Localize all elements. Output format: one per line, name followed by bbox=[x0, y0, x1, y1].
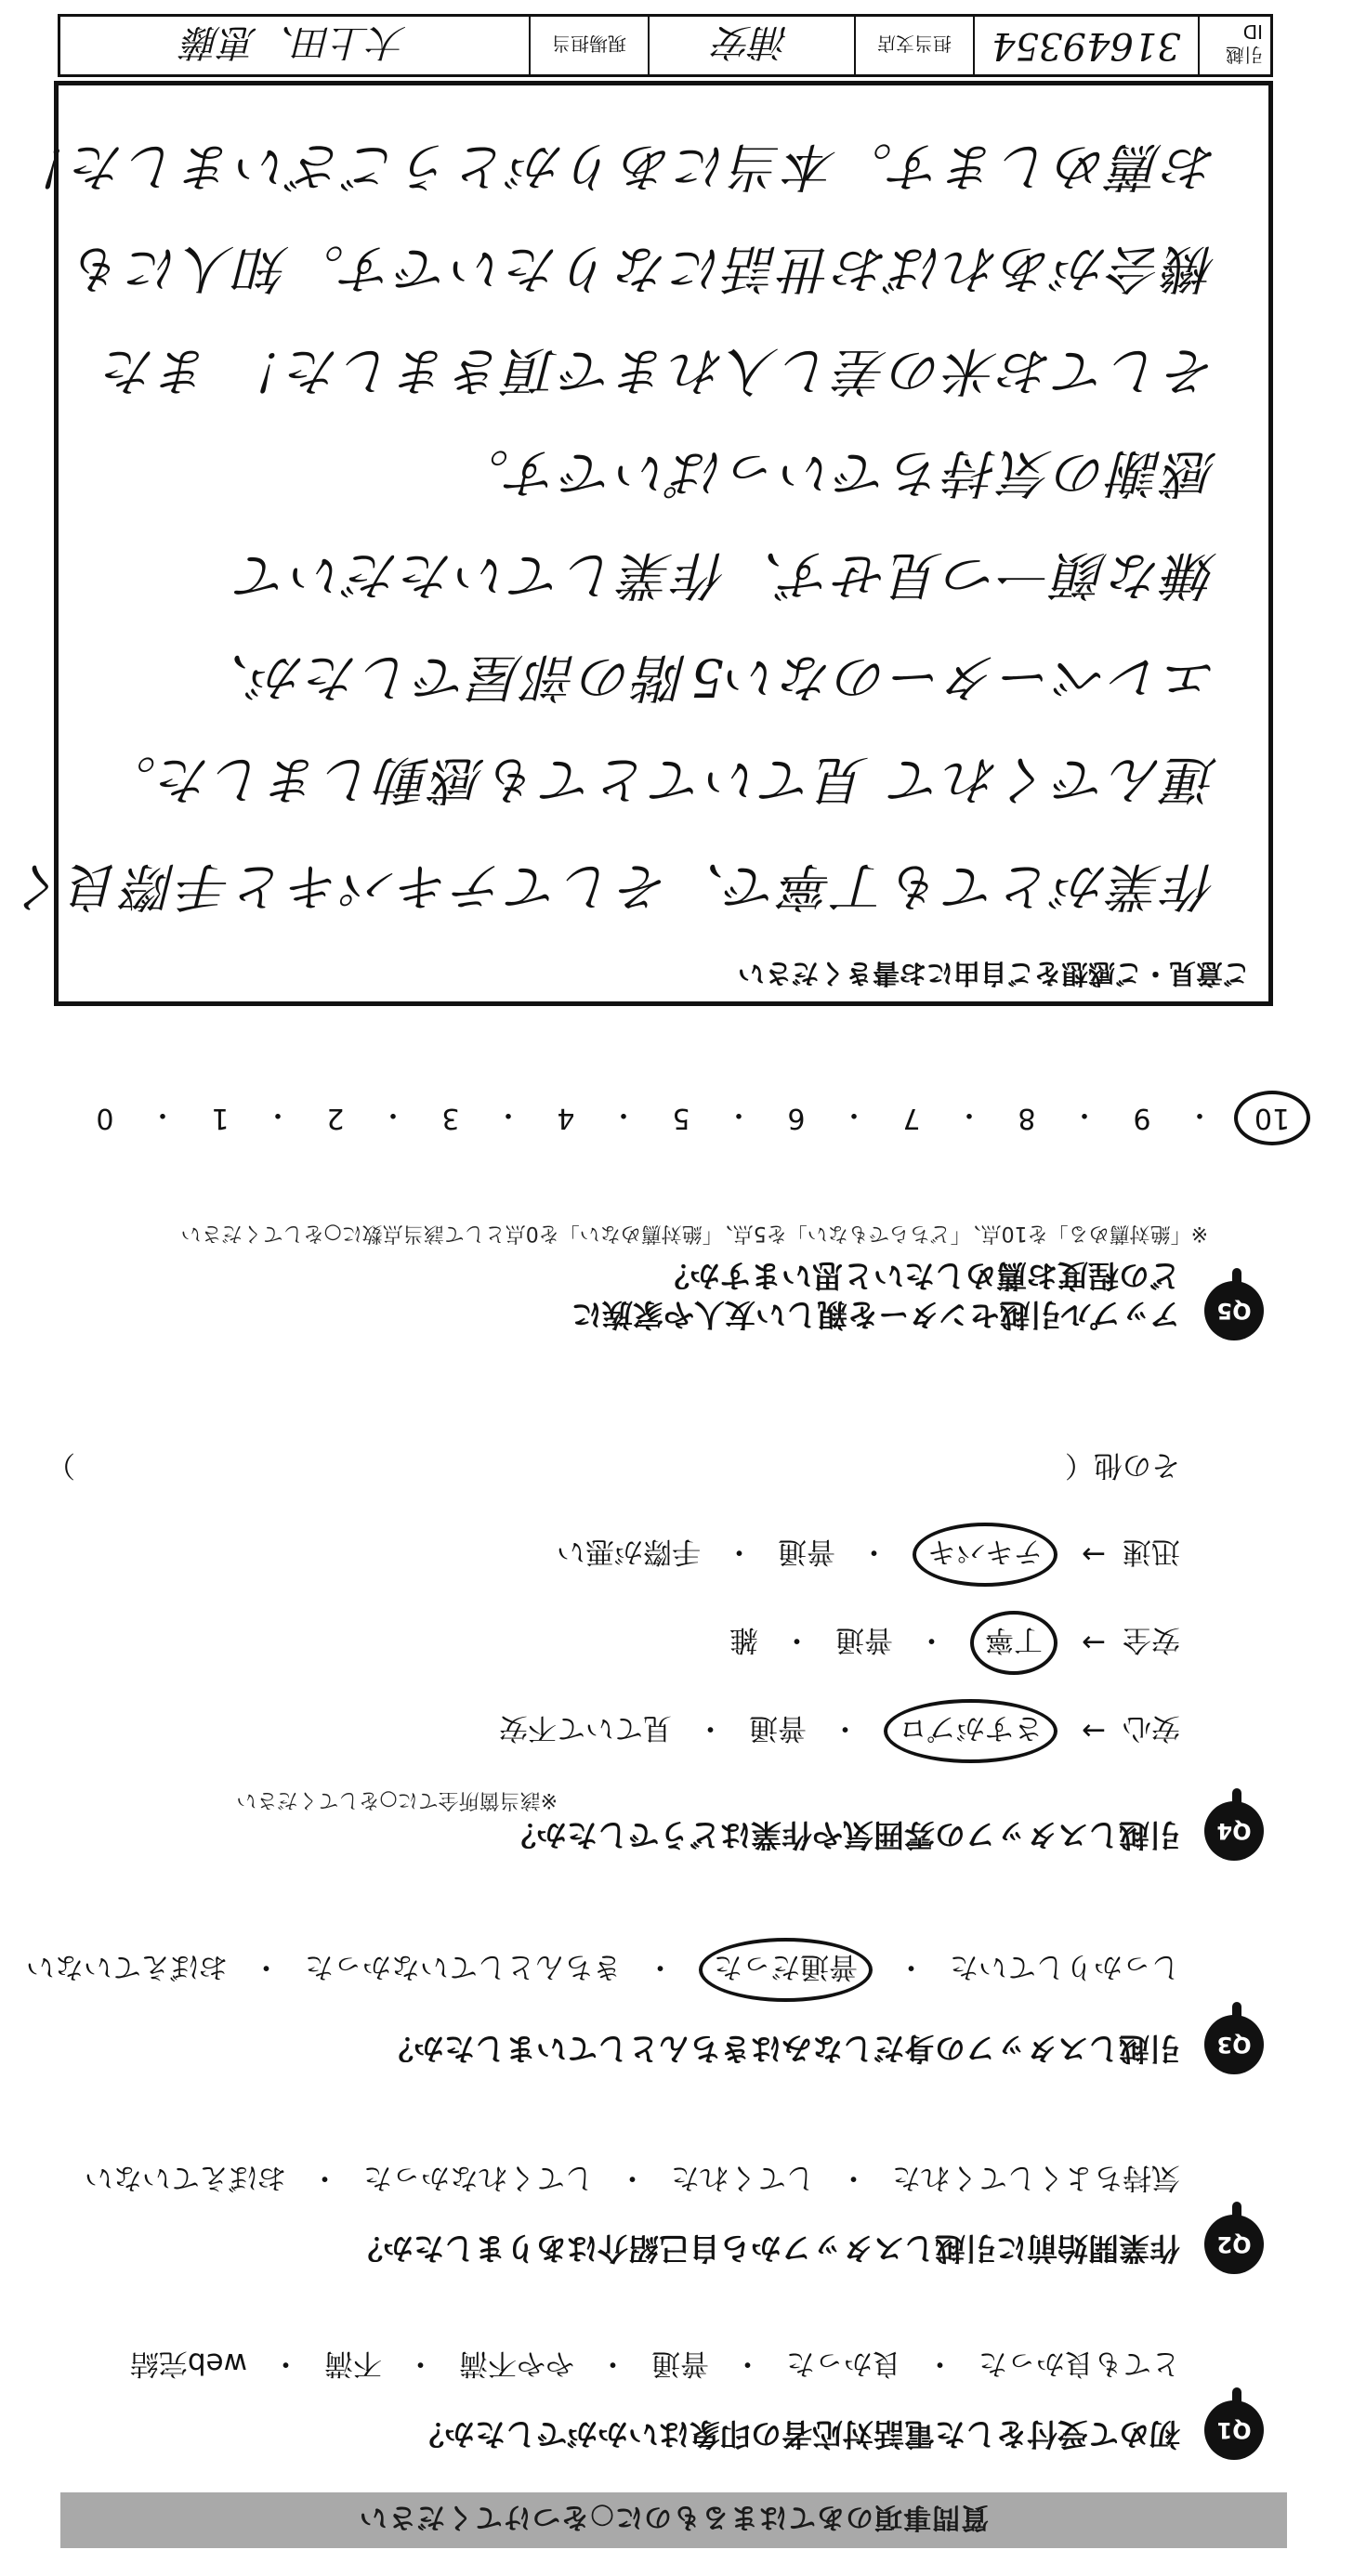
question-1-text: 初めて受付をした電話対応者の印象はいかがでしたか？ bbox=[414, 2416, 1180, 2452]
question-5-text-line1: アップル引越センターを親しい友人や家族に bbox=[571, 1297, 1180, 1333]
q3-option[interactable]: しっかりしていた bbox=[950, 1950, 1180, 1983]
score-option-selected[interactable]: 10 bbox=[1234, 1091, 1310, 1145]
comment-line: そしてお米の差し入れまで頂きました！ また bbox=[101, 340, 1217, 400]
q5-badge-icon: Q5 bbox=[1204, 1281, 1264, 1340]
comment-line: 感謝の気持ちでいっぱいです。 bbox=[454, 442, 1217, 503]
q1-option[interactable]: やや不満 bbox=[459, 2347, 574, 2380]
q4-option[interactable]: 手際が悪い bbox=[557, 1535, 702, 1568]
question-2-options: 気持ちよくしてくれた ・ してくれた ・ してくれなかった ・ おぼえていない bbox=[85, 2160, 1180, 2202]
staff-label: 現場担当 bbox=[529, 17, 648, 74]
question-5-note: ※「絶対薦める」を10点、「どちらでもない」を5点、「絶対薦めない」を0点として該当点数に○をしてください bbox=[180, 1222, 1208, 1245]
q1-option[interactable]: 不満 bbox=[324, 2347, 382, 2380]
move-id-label: 引越ID bbox=[1198, 17, 1270, 74]
q4-option-selected[interactable]: さすがプロ bbox=[884, 1699, 1057, 1763]
q1-option[interactable]: とても良かった bbox=[979, 2347, 1180, 2380]
score-option[interactable]: 3 bbox=[441, 1102, 460, 1134]
q1-option[interactable]: 普通 bbox=[651, 2347, 709, 2380]
question-3-options: しっかりしていた ・ 普通だった ・ きちんとしていなかった ・ おぼえていない bbox=[26, 1938, 1180, 2002]
q1-badge-icon: Q1 bbox=[1204, 2400, 1264, 2460]
footer-info-table bbox=[58, 14, 1273, 77]
q3-option-selected[interactable]: 普通だった bbox=[699, 1938, 873, 2002]
comment-line: 嫌な顔一つ見せず、作業していただいて bbox=[234, 544, 1217, 605]
q2-option[interactable]: 気持ちよくしてくれた bbox=[892, 2161, 1180, 2194]
score-option[interactable]: 9 bbox=[1133, 1102, 1151, 1134]
score-option[interactable]: 7 bbox=[902, 1102, 921, 1134]
branch-label: 担当支店 bbox=[854, 17, 973, 74]
question-4-note: ※該当箇所全てに○をしてください bbox=[236, 1788, 558, 1811]
q3-badge-icon: Q3 bbox=[1204, 2015, 1264, 2074]
q4-row-safety: 安心 → さすがプロ ・ 普通 ・ 見ていて不安 bbox=[499, 1699, 1180, 1763]
score-option[interactable]: 0 bbox=[96, 1102, 114, 1134]
q1-option[interactable]: web完結 bbox=[129, 2347, 247, 2380]
q4-row-label: 安心 bbox=[1123, 1711, 1180, 1745]
q1-option[interactable]: 良かった bbox=[786, 2347, 901, 2380]
arrow-right-icon: → bbox=[1082, 1626, 1106, 1660]
q4-other bbox=[46, 1447, 1180, 1489]
question-5-text-line2: どの程度お薦めしたいと思いますか？ bbox=[659, 1258, 1180, 1294]
q4-row-label: 安全 bbox=[1123, 1623, 1180, 1656]
score-option[interactable]: 5 bbox=[672, 1102, 690, 1134]
score-option[interactable]: 8 bbox=[1018, 1102, 1036, 1134]
q4-option[interactable]: 雑 bbox=[729, 1623, 759, 1656]
score-scale: 10 ・ 9 ・ 8 ・ 7 ・ 6 ・ 5 ・ 4 ・ 3 ・ 2 ・ 1 ・ 0 bbox=[82, 1091, 1310, 1145]
q4-other-label: その他（ bbox=[1065, 1448, 1180, 1482]
q4-option[interactable]: 見ていて不安 bbox=[499, 1711, 673, 1745]
q4-row-label: 迅速 bbox=[1123, 1535, 1180, 1568]
q4-option-selected[interactable]: テキパキ bbox=[913, 1523, 1057, 1587]
q4-other-close: ） bbox=[46, 1448, 75, 1482]
question-3-text: 引越しスタッフの身だしなみはきちんとしていましたか？ bbox=[383, 2031, 1180, 2067]
comments-box[interactable] bbox=[12, 81, 1273, 1006]
comment-line: 運んでくれて 見ていてとても感動しました。 bbox=[101, 749, 1217, 809]
q2-option[interactable]: してくれなかった bbox=[363, 2161, 594, 2194]
q4-option[interactable]: 普通 bbox=[835, 1623, 894, 1656]
instruction-header: 質問事項のあてはまるものに○をつけてください bbox=[60, 2492, 1287, 2548]
score-option[interactable]: 4 bbox=[557, 1102, 575, 1134]
q3-option[interactable]: おぼえていない bbox=[26, 1950, 228, 1983]
comment-line: エレベーターのない5階の部屋でしたが、 bbox=[194, 647, 1217, 707]
q2-badge-icon: Q2 bbox=[1204, 2215, 1264, 2274]
q4-row-speed: 迅速 → テキパキ ・ 普通 ・ 手際が悪い bbox=[557, 1523, 1180, 1587]
question-1-options: とても良かった ・ 良かった ・ 普通 ・ やや不満 ・ 不満 ・ web完結 bbox=[130, 2346, 1180, 2387]
comments-title: ご意見・ご感想をご自由にお書きください bbox=[737, 958, 1250, 989]
q4-badge-icon: Q4 bbox=[1204, 1801, 1264, 1861]
branch-value: 浦安 bbox=[648, 17, 854, 74]
score-option[interactable]: 2 bbox=[326, 1102, 345, 1134]
comment-line: 機会があればお世話になりたいです。知人にも bbox=[70, 238, 1217, 298]
staff-value: 大上田、恵藤 bbox=[183, 20, 406, 64]
arrow-right-icon: → bbox=[1082, 1537, 1106, 1572]
q3-option[interactable]: きちんとしていなかった bbox=[305, 1950, 622, 1983]
q4-option-selected[interactable]: 丁寧 bbox=[970, 1611, 1057, 1675]
score-option[interactable]: 6 bbox=[787, 1102, 806, 1134]
question-4-text: 引越しスタッフの雰囲気や作業はどうでしたか？ bbox=[506, 1817, 1180, 1853]
arrow-right-icon: → bbox=[1082, 1714, 1106, 1748]
q4-option[interactable]: 普通 bbox=[749, 1711, 808, 1745]
q2-option[interactable]: してくれた bbox=[671, 2161, 815, 2194]
comment-line: 作業がとても丁寧で、そしてテキパキと手際良く bbox=[12, 856, 1217, 916]
question-2-text: 作業開始前に引越しスタッフから自己紹介はありましたか？ bbox=[352, 2230, 1180, 2267]
q4-option[interactable]: 普通 bbox=[778, 1535, 836, 1568]
q4-row-security: 安全 → 丁寧 ・ 普通 ・ 雑 bbox=[729, 1611, 1180, 1675]
move-id-value: 31649354 bbox=[973, 17, 1198, 74]
score-option[interactable]: 1 bbox=[211, 1102, 230, 1134]
comment-line: お薦めします。本当にありがとうございました！ bbox=[15, 136, 1217, 196]
q2-option[interactable]: おぼえていない bbox=[85, 2161, 286, 2194]
